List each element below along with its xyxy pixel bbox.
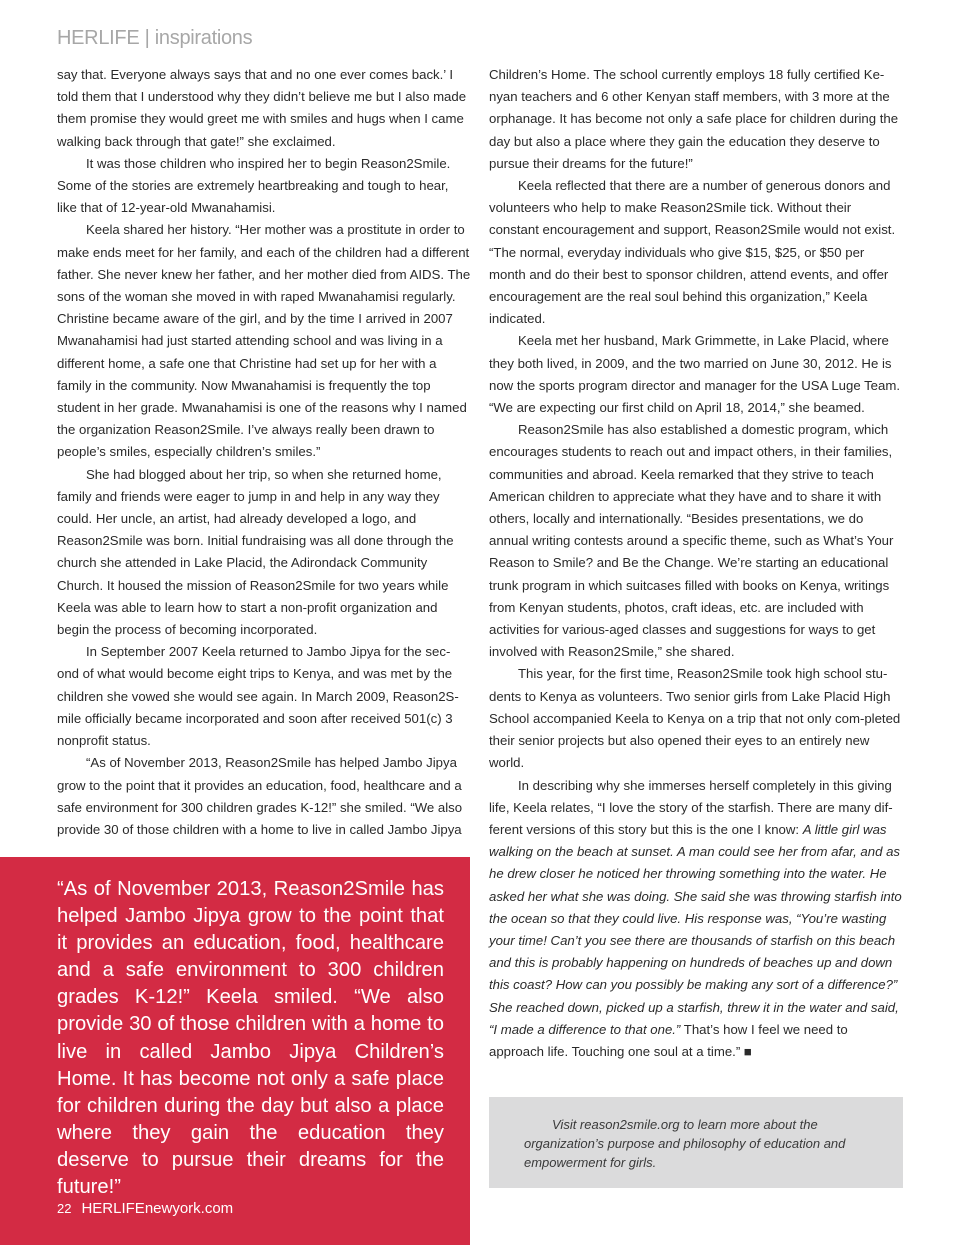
article-column-left	[57, 64, 471, 841]
article-paragraph: In September 2007 Keela returned to Jambo Jipya for the sec-ond of what would become eight trips to Kenya, and was met by the children she vowed she would see again. In March 2009, Reason2S-mile officially became incorporated and soon after received 501(c) 3 nonprofit status.	[57, 644, 459, 749]
article-paragraph: This year, for the first time, Reason2Smile took high school stu-dents to Kenya as volunteers. Two senior girls from Lake Placid High School accompanied Keela to Kenya on a trip that not only com-pleted their senior projects but also opened their eyes to an entirely new world.	[489, 666, 901, 771]
starfish-story: A little girl was walking on the beach at sunset. A man could see her from afar, and as he drew closer he noticed her throwing something into the water. He asked her what she was doing. She said she was throwing starfish into the ocean so that they could live. His response was, “You’re wasting your time! Can’t you see there are thousands of starfish on this beach and this is probably happening on hundreds of beaches up and down this coast? How can you possibly be making any sort of a difference?” She reached down, picked up a starfish, threw it in the water and said, “I made a difference to that one.”	[489, 821, 902, 1037]
page-number: 22	[57, 1201, 72, 1216]
starfish-outro: That’s how I feel we need to approach life. Touching one soul at a time.”	[489, 1021, 848, 1059]
starfish-intro: In describing why she immerses herself completely in this giving life, Keela relates, “I love the story of the starfish. There are many dif-ferent versions of this story but this is the one I know:	[489, 777, 893, 837]
article-paragraph: It was those children who inspired her to begin Reason2Smile. Some of the stories are extremely heartbreaking and tough to hear, like that of 12-year-old Mwanahamisi.	[57, 155, 451, 216]
section-header: HERLIFE | inspirations	[57, 27, 253, 49]
article-paragraph: Children’s Home. The school currently employs 18 fully certified Ke-nyan teachers and 6 other Kenyan staff members, with 3 more at the orphanage. It has become not only a safe place for children during the day but also a place where they gain the education they deserve to pursue their dreams for the future!”	[489, 67, 899, 171]
end-mark-icon: ■	[743, 1043, 752, 1059]
page-footer	[57, 1200, 233, 1217]
article-paragraph: Keela reflected that there are a number of generous donors and volunteers who help to make Reason2Smile tick. Without their constant encouragement and support, Reason2Smile would not exist. “The normal, everyday individuals who give $15, $25, or $50 per month and do their best to sponsor children, attend events, and offer encouragement are the real soul behind this organization,” Keela indicated.	[489, 178, 896, 327]
info-box-paragraph: Visit reason2smile.org to learn more about the organization’s purpose and philosophy of education and empowerment for girls.	[524, 1117, 846, 1170]
article-paragraph: She had blogged about her trip, so when she returned home, family and friends were eager to jump in and help in any way they could. Her uncle, an artist, had already developed a logo, and Reason2Smile was born. Initial fundraising was all done through the church she attended in Lake Placid, the Adirondack Community Church. It housed the mission of Reason2Smile for two years while Keela was able to learn how to start a non-profit organization and begin the process of becoming incorporated.	[57, 466, 454, 638]
article-column-right	[489, 64, 903, 1063]
article-paragraph: “As of November 2013, Reason2Smile has helped Jambo Jipya grow to the point that it provides an education, food, healthcare and a safe environment for 300 children grades K-12!” she smiled. “We also provide 30 of those children with a home to live in called Jambo Jipya	[57, 755, 463, 837]
article-paragraph: Keela met her husband, Mark Grimmette, in Lake Placid, where they both lived, in 2009, and the two married on June 30, 2012. He is now the sports program director and manager for the USA Luge Team. “We are expecting our first child on April 18, 2014,” she beamed.	[489, 333, 900, 416]
article-paragraph: Reason2Smile has also established a domestic program, which encourages students to reach out and impact others, in their families, communities and abroad. Keela remarked that they strive to teach American children to appreciate what they have and to share it with others, locally and internationally. “Besides presentations, we do annual writing contests around a specific theme, such as What’s Your Reason to Smile? and Be the Change. We’re starting an educational trunk program in which suitcases filled with books on Kenya, writings from Kenyan students, photos, craft ideas, etc. are included with activities for various-aged classes and suggestions for ways to get involved with Reason2Smile,” she shared.	[489, 422, 894, 660]
pull-quote-text: “As of November 2013, Reason2Smile has helped Jambo Jipya grow to the point that it provides an education, food, healthcare and a safe environment to 300 children grades K-12!” Keela smiled. “We also provide 30 of those children with a home to live in called Jambo Jipya Children’s Home. It has become not only a safe place for children during the day but also a place where they gain the education they deserve to pursue their dreams for the future!”	[57, 878, 444, 1199]
article-paragraph: Keela shared her history. “Her mother was a prostitute in order to make ends meet for her family, and each of the children had a different father. She never knew her father, and her mother died from AIDS. The sons of the woman she moved in with raped Mwanahamisi regularly. Christine became aware of the girl, and by the time I arrived in 2007 Mwanahamisi had just started attending school and was living in a different home, a safe one that Christine had set up for her with a family in the community. Now Mwanahamisi is frequently the top student in her grade. Mwanahamisi is one of the reasons why I named the organization Reason2Smile. I’ve always really been drawn to people’s smiles, especially children’s smiles.”	[57, 222, 471, 460]
article-paragraph: say that. Everyone always says that and no one ever comes back.’ I told them that I understood why they didn’t believe me but I also made them promise they would greet me with smiles and hugs when I came walking back through that gate!” she exclaimed.	[57, 67, 467, 149]
info-box-text	[524, 1115, 884, 1172]
starfish-paragraph	[489, 775, 903, 1064]
footer-site-link[interactable]: HERLIFEnewyork.com	[81, 1200, 234, 1217]
info-box	[489, 1097, 903, 1188]
